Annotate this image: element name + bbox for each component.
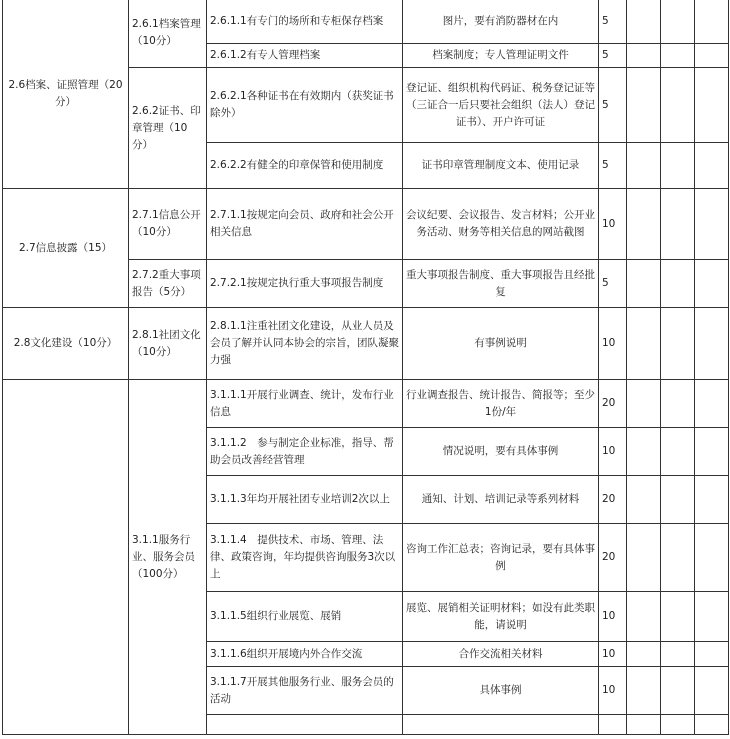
- blank-cell: [627, 260, 661, 308]
- criterion-cell: 2.6.2.1各种证书在有效期内（获奖证书除外）: [207, 68, 403, 143]
- evidence-cell: 档案制度；专人管理证明文件: [403, 44, 599, 68]
- table-row: [3, 0, 729, 44]
- criterion-cell: 3.1.1.6组织开展境内外合作交流: [207, 642, 403, 667]
- blank-cell: [695, 68, 729, 143]
- criterion-cell: 2.7.1.1按规定向会员、政府和社会公开相关信息: [207, 189, 403, 260]
- evidence-cell: 合作交流相关材料: [403, 642, 599, 667]
- criterion-cell: 3.1.1.2 参与制定企业标准，指导、帮助会员改善经营管理: [207, 428, 403, 476]
- score-cell: [599, 715, 627, 735]
- blank-cell: [627, 642, 661, 667]
- criterion-cell: 3.1.1.7开展其他服务行业、服务会员的活动: [207, 667, 403, 715]
- blank-cell: [695, 428, 729, 476]
- blank-cell: [661, 0, 695, 44]
- evidence-cell: [403, 715, 599, 735]
- score-cell: 10: [599, 592, 627, 642]
- blank-cell: [661, 189, 695, 260]
- score-cell: 5: [599, 0, 627, 44]
- evidence-cell: 情况说明，要有具体事例: [403, 428, 599, 476]
- score-cell: 10: [599, 428, 627, 476]
- blank-cell: [627, 308, 661, 380]
- evidence-cell: 会议纪要、会议报告、发言材料；公开业务活动、财务等相关信息的网站截图: [403, 189, 599, 260]
- evidence-cell: 通知、计划、培训记录等系列材料: [403, 476, 599, 524]
- blank-cell: [661, 428, 695, 476]
- blank-cell: [661, 44, 695, 68]
- score-cell: 20: [599, 524, 627, 592]
- evidence-cell: 具体事例: [403, 667, 599, 715]
- criterion-cell: 2.7.2.1按规定执行重大事项报告制度: [207, 260, 403, 308]
- blank-cell: [661, 715, 695, 735]
- subcategory-cell: 2.6.2证书、印章管理（10分）: [129, 68, 207, 189]
- blank-cell: [661, 260, 695, 308]
- score-cell: 20: [599, 476, 627, 524]
- category-cell: [3, 380, 129, 735]
- blank-cell: [695, 260, 729, 308]
- criterion-cell: 3.1.1.1开展行业调查、统计，发布行业信息: [207, 380, 403, 428]
- blank-cell: [695, 476, 729, 524]
- blank-cell: [661, 476, 695, 524]
- criterion-cell: [207, 715, 403, 735]
- subcategory-cell: 2.7.2重大事项报告（5分）: [129, 260, 207, 308]
- blank-cell: [695, 189, 729, 260]
- blank-cell: [627, 0, 661, 44]
- score-cell: 10: [599, 667, 627, 715]
- category-cell: 2.6档案、证照管理（20分）: [3, 0, 129, 189]
- evidence-cell: 展览、展销相关证明材料；如没有此类职能，请说明: [403, 592, 599, 642]
- blank-cell: [627, 667, 661, 715]
- blank-cell: [627, 44, 661, 68]
- blank-cell: [661, 308, 695, 380]
- evidence-cell: 咨询工作汇总表；咨询记录，要有具体事例: [403, 524, 599, 592]
- blank-cell: [627, 592, 661, 642]
- score-cell: 5: [599, 143, 627, 189]
- blank-cell: [627, 143, 661, 189]
- blank-cell: [695, 642, 729, 667]
- blank-cell: [695, 715, 729, 735]
- blank-cell: [695, 380, 729, 428]
- blank-cell: [695, 592, 729, 642]
- criterion-cell: 3.1.1.3年均开展社团专业培训2次以上: [207, 476, 403, 524]
- blank-cell: [661, 68, 695, 143]
- blank-cell: [695, 44, 729, 68]
- blank-cell: [627, 68, 661, 143]
- criterion-cell: 2.6.2.2有健全的印章保管和使用制度: [207, 143, 403, 189]
- table-row: [3, 380, 729, 428]
- evidence-cell: 有事例说明: [403, 308, 599, 380]
- criterion-cell: 2.6.1.2有专人管理档案: [207, 44, 403, 68]
- score-cell: 10: [599, 308, 627, 380]
- score-cell: 5: [599, 44, 627, 68]
- evidence-cell: 重大事项报告制度、重大事项报告且经批复: [403, 260, 599, 308]
- blank-cell: [661, 524, 695, 592]
- evidence-cell: 行业调查报告、统计报告、简报等；至少1份/年: [403, 380, 599, 428]
- table-row: [3, 308, 729, 380]
- subcategory-cell: 2.8.1社团文化（10分）: [129, 308, 207, 380]
- blank-cell: [661, 380, 695, 428]
- score-cell: 10: [599, 189, 627, 260]
- criterion-cell: 3.1.1.5组织行业展览、展销: [207, 592, 403, 642]
- blank-cell: [661, 143, 695, 189]
- score-cell: 20: [599, 380, 627, 428]
- category-cell: 2.7信息披露（15）: [3, 189, 129, 308]
- blank-cell: [695, 308, 729, 380]
- score-cell: 10: [599, 642, 627, 667]
- blank-cell: [627, 476, 661, 524]
- blank-cell: [627, 428, 661, 476]
- blank-cell: [627, 524, 661, 592]
- category-cell: 2.8文化建设（10分）: [3, 308, 129, 380]
- subcategory-cell: 2.6.1档案管理（10分）: [129, 0, 207, 68]
- blank-cell: [695, 143, 729, 189]
- blank-cell: [661, 667, 695, 715]
- criterion-cell: 2.8.1.1注重社团文化建设，从业人员及会员了解并认同本协会的宗旨，团队凝聚力强: [207, 308, 403, 380]
- blank-cell: [695, 667, 729, 715]
- evaluation-table: [2, 0, 729, 735]
- score-cell: 5: [599, 260, 627, 308]
- evidence-cell: 登记证、组织机构代码证、税务登记证等（三证合一后只要社会组织（法人）登记证书）、开户许可证: [403, 68, 599, 143]
- blank-cell: [695, 0, 729, 44]
- criterion-cell: 3.1.1.4 提供技术、市场、管理、法律、政策咨询，年均提供咨询服务3次以上: [207, 524, 403, 592]
- subcategory-cell: 2.7.1信息公开（10分）: [129, 189, 207, 260]
- score-cell: 5: [599, 68, 627, 143]
- evidence-cell: 图片，要有消防器材在内: [403, 0, 599, 44]
- blank-cell: [661, 592, 695, 642]
- subcategory-cell: 3.1.1服务行业、服务会员（100分）: [129, 380, 207, 735]
- criterion-cell: 2.6.1.1有专门的场所和专柜保存档案: [207, 0, 403, 44]
- table-row: [3, 189, 729, 260]
- blank-cell: [627, 715, 661, 735]
- blank-cell: [627, 189, 661, 260]
- blank-cell: [627, 380, 661, 428]
- blank-cell: [695, 524, 729, 592]
- blank-cell: [661, 642, 695, 667]
- evidence-cell: 证书印章管理制度文本、使用记录: [403, 143, 599, 189]
